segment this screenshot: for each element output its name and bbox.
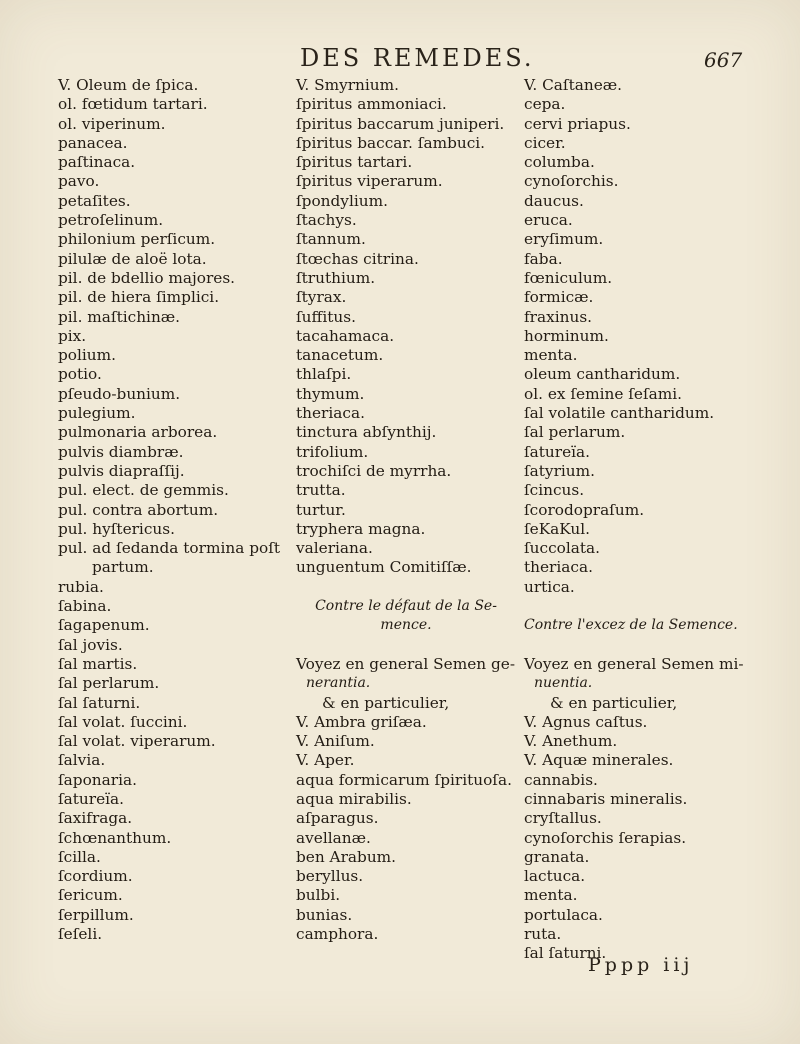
index-entry: camphora.	[296, 925, 379, 944]
index-entry: V. Anethum.	[524, 732, 618, 751]
index-entry: tinctura abſynthij.	[296, 423, 437, 442]
index-entry: ſericum.	[58, 886, 123, 905]
index-entry: pul. elect. de gemmis.	[58, 481, 229, 500]
index-entry: eruca.	[524, 211, 573, 230]
index-column-2	[296, 76, 516, 944]
index-entry: cynoſorchis.	[524, 172, 619, 191]
index-entry: V. Oleum de ſpica.	[58, 76, 199, 94]
index-entry: partum.	[92, 558, 154, 577]
index-entry: ſal martis.	[58, 654, 138, 673]
index-entry: trifolium.	[296, 442, 369, 461]
index-entry: paſtinaca.	[58, 153, 136, 172]
running-head	[0, 44, 800, 74]
index-entry: oleum cantharidum.	[524, 365, 681, 384]
index-entry: ſagapenum.	[58, 616, 150, 635]
index-entry: ſal volatile cantharidum.	[524, 404, 715, 423]
index-entry: potio.	[58, 365, 102, 384]
index-entry: cepa.	[524, 95, 566, 114]
index-entry: pul. hyſtericus.	[58, 519, 175, 538]
index-entry: V. Caſtaneæ.	[524, 76, 622, 94]
index-entry: pilulæ de aloë lota.	[58, 249, 207, 268]
index-entry: pul. contra abortum.	[58, 500, 219, 519]
index-entry: cannabis.	[524, 770, 598, 789]
index-entry: cervi priapus.	[524, 114, 631, 133]
index-entry: fœniculum.	[524, 268, 613, 287]
index-entry: cryſtallus.	[524, 809, 602, 828]
index-entry: cynoſorchis ſerapias.	[524, 828, 687, 847]
index-entry: ſal ſaturni.	[524, 944, 607, 963]
index-entry: V. Agnus caſtus.	[524, 712, 648, 731]
index-entry: ol. viperinum.	[58, 114, 166, 133]
index-entry: ſabina.	[58, 597, 112, 616]
index-entry: fraxinus.	[524, 307, 593, 326]
index-entry: ſuffitus.	[296, 307, 356, 326]
index-entry: ol. fœtidum tartari.	[58, 95, 208, 114]
index-entry: & en particulier,	[322, 693, 450, 712]
index-entry: tacahamaca.	[296, 326, 395, 345]
blank-line	[524, 636, 784, 655]
index-entry: ſpiritus ammoniaci.	[296, 95, 447, 114]
index-entry: ſtyrax.	[296, 288, 347, 307]
index-entry: trochiſci de myrrha.	[296, 461, 452, 480]
blank-line	[296, 578, 516, 597]
index-entry: ſal jovis.	[58, 635, 123, 654]
index-entry: pil. de hiera ſimplici.	[58, 288, 220, 307]
index-entry: ſerpillum.	[58, 905, 134, 924]
index-entry: thymum.	[296, 384, 365, 403]
index-entry: formicæ.	[524, 288, 594, 307]
index-entry: tryphera magna.	[296, 519, 426, 538]
index-entry: pil. de bdellio majores.	[58, 268, 236, 287]
index-entry: daucus.	[524, 191, 584, 210]
index-entry: ſal volat. ſuccini.	[58, 712, 188, 731]
index-entry: nerantia.	[306, 675, 371, 692]
index-entry: V. Smyrnium.	[296, 76, 399, 94]
index-entry: thlaſpi.	[296, 365, 352, 384]
index-entry: pſeudo-bunium.	[58, 384, 181, 403]
index-entry: philonium perſicum.	[58, 230, 216, 249]
section-heading: mence.	[380, 617, 432, 634]
index-entry: ruta.	[524, 925, 562, 944]
index-entry: cinnabaris mineralis.	[524, 789, 688, 808]
index-entry: bunias.	[296, 905, 353, 924]
section-heading: Contre le défaut de la Se-	[315, 598, 497, 615]
index-entry: polium.	[58, 346, 117, 365]
running-title: DES REMEDES.	[300, 44, 535, 72]
index-entry: ſal ſaturni.	[58, 693, 141, 712]
index-entry: granata.	[524, 847, 590, 866]
index-entry: V. Aquæ minerales.	[524, 751, 674, 770]
index-entry: columba.	[524, 153, 595, 172]
index-entry: ſtœchas citrina.	[296, 249, 419, 268]
index-entry: ſpiritus baccarum juniperi.	[296, 114, 505, 133]
index-entry: ſpiritus baccar. ſambuci.	[296, 133, 486, 152]
index-entry: menta.	[524, 886, 578, 905]
index-entry: ſalvia.	[58, 751, 106, 770]
index-column-3	[524, 76, 784, 964]
index-entry: pulmonaria arborea.	[58, 423, 218, 442]
index-entry: V. Aniſum.	[296, 732, 375, 751]
index-entry: pulegium.	[58, 404, 136, 423]
index-entry: lactuca.	[524, 867, 586, 886]
index-entry: trutta.	[296, 481, 346, 500]
index-entry: Voyez en general Semen ge-	[296, 654, 515, 673]
index-entry: petaſites.	[58, 191, 131, 210]
index-entry: petroſelinum.	[58, 211, 164, 230]
index-entry: ol. ex ſemine ſeſami.	[524, 384, 683, 403]
index-entry: Voyez en general Semen mi-	[524, 654, 744, 673]
index-entry: ſcordium.	[58, 867, 133, 886]
blank-line	[296, 636, 516, 655]
index-entry: pul. ad ſedanda tormina poſt	[58, 539, 280, 558]
index-entry: aqua formicarum ſpirituoſa.	[296, 770, 512, 789]
index-entry: ſuccolata.	[524, 539, 600, 558]
index-entry: ſal perlarum.	[524, 423, 626, 442]
index-entry: cicer.	[524, 133, 566, 152]
index-entry: ſeſeli.	[58, 925, 103, 944]
index-entry: pix.	[58, 326, 87, 345]
index-entry: aſparagus.	[296, 809, 379, 828]
signature-mark: Pppp iij	[588, 954, 694, 976]
index-entry: ſchœnanthum.	[58, 828, 172, 847]
index-entry: valeriana.	[296, 539, 373, 558]
index-entry: eryſimum.	[524, 230, 604, 249]
index-entry: tanacetum.	[296, 346, 384, 365]
index-entry: ſatureïa.	[58, 789, 125, 808]
index-entry: ſpiritus viperarum.	[296, 172, 443, 191]
index-entry: ſaponaria.	[58, 770, 137, 789]
index-entry: ſpondylium.	[296, 191, 388, 210]
index-entry: V. Aper.	[296, 751, 355, 770]
index-entry: unguentum Comitiſſæ.	[296, 558, 472, 577]
index-entry: theriaca.	[296, 404, 365, 423]
index-entry: ſeKaKul.	[524, 519, 590, 538]
index-entry: menta.	[524, 346, 578, 365]
index-entry: ſatureïa.	[524, 442, 591, 461]
index-entry: ſtannum.	[296, 230, 366, 249]
section-heading: Contre l'excez de la Semence.	[524, 617, 738, 634]
index-entry: beryllus.	[296, 867, 364, 886]
index-entry: avellanæ.	[296, 828, 371, 847]
index-entry: pulvis diambræ.	[58, 442, 184, 461]
index-entry: ſcincus.	[524, 481, 585, 500]
index-entry: turtur.	[296, 500, 346, 519]
index-entry: portulaca.	[524, 905, 603, 924]
index-entry: aqua mirabilis.	[296, 789, 412, 808]
index-entry: ben Arabum.	[296, 847, 397, 866]
index-entry: ſaxifraga.	[58, 809, 133, 828]
index-entry: ſatyrium.	[524, 461, 595, 480]
index-entry: bulbi.	[296, 886, 341, 905]
index-entry: ſcilla.	[58, 847, 101, 866]
index-entry: ſal volat. viperarum.	[58, 732, 216, 751]
index-entry: ſcorodopraſum.	[524, 500, 645, 519]
index-entry: ſtachys.	[296, 211, 357, 230]
index-entry: nuentia.	[534, 675, 593, 692]
index-entry: pil. maſtichinæ.	[58, 307, 181, 326]
index-entry: horminum.	[524, 326, 609, 345]
index-entry: rubia.	[58, 577, 104, 596]
index-entry: V. Ambra griſæa.	[296, 712, 427, 731]
index-column-1	[58, 76, 288, 944]
page-number: 667	[704, 48, 743, 72]
index-entry: faba.	[524, 249, 563, 268]
index-entry: pulvis diapraſſij.	[58, 461, 185, 480]
index-entry: pavo.	[58, 172, 100, 191]
index-entry: urtica.	[524, 577, 575, 596]
index-entry: ſtruthium.	[296, 268, 376, 287]
index-entry: ſal perlarum.	[58, 674, 160, 693]
index-entry: ſpiritus tartari.	[296, 153, 413, 172]
index-entry: panacea.	[58, 133, 128, 152]
blank-line	[524, 597, 784, 616]
index-entry: theriaca.	[524, 558, 593, 577]
index-entry: & en particulier,	[550, 693, 678, 712]
